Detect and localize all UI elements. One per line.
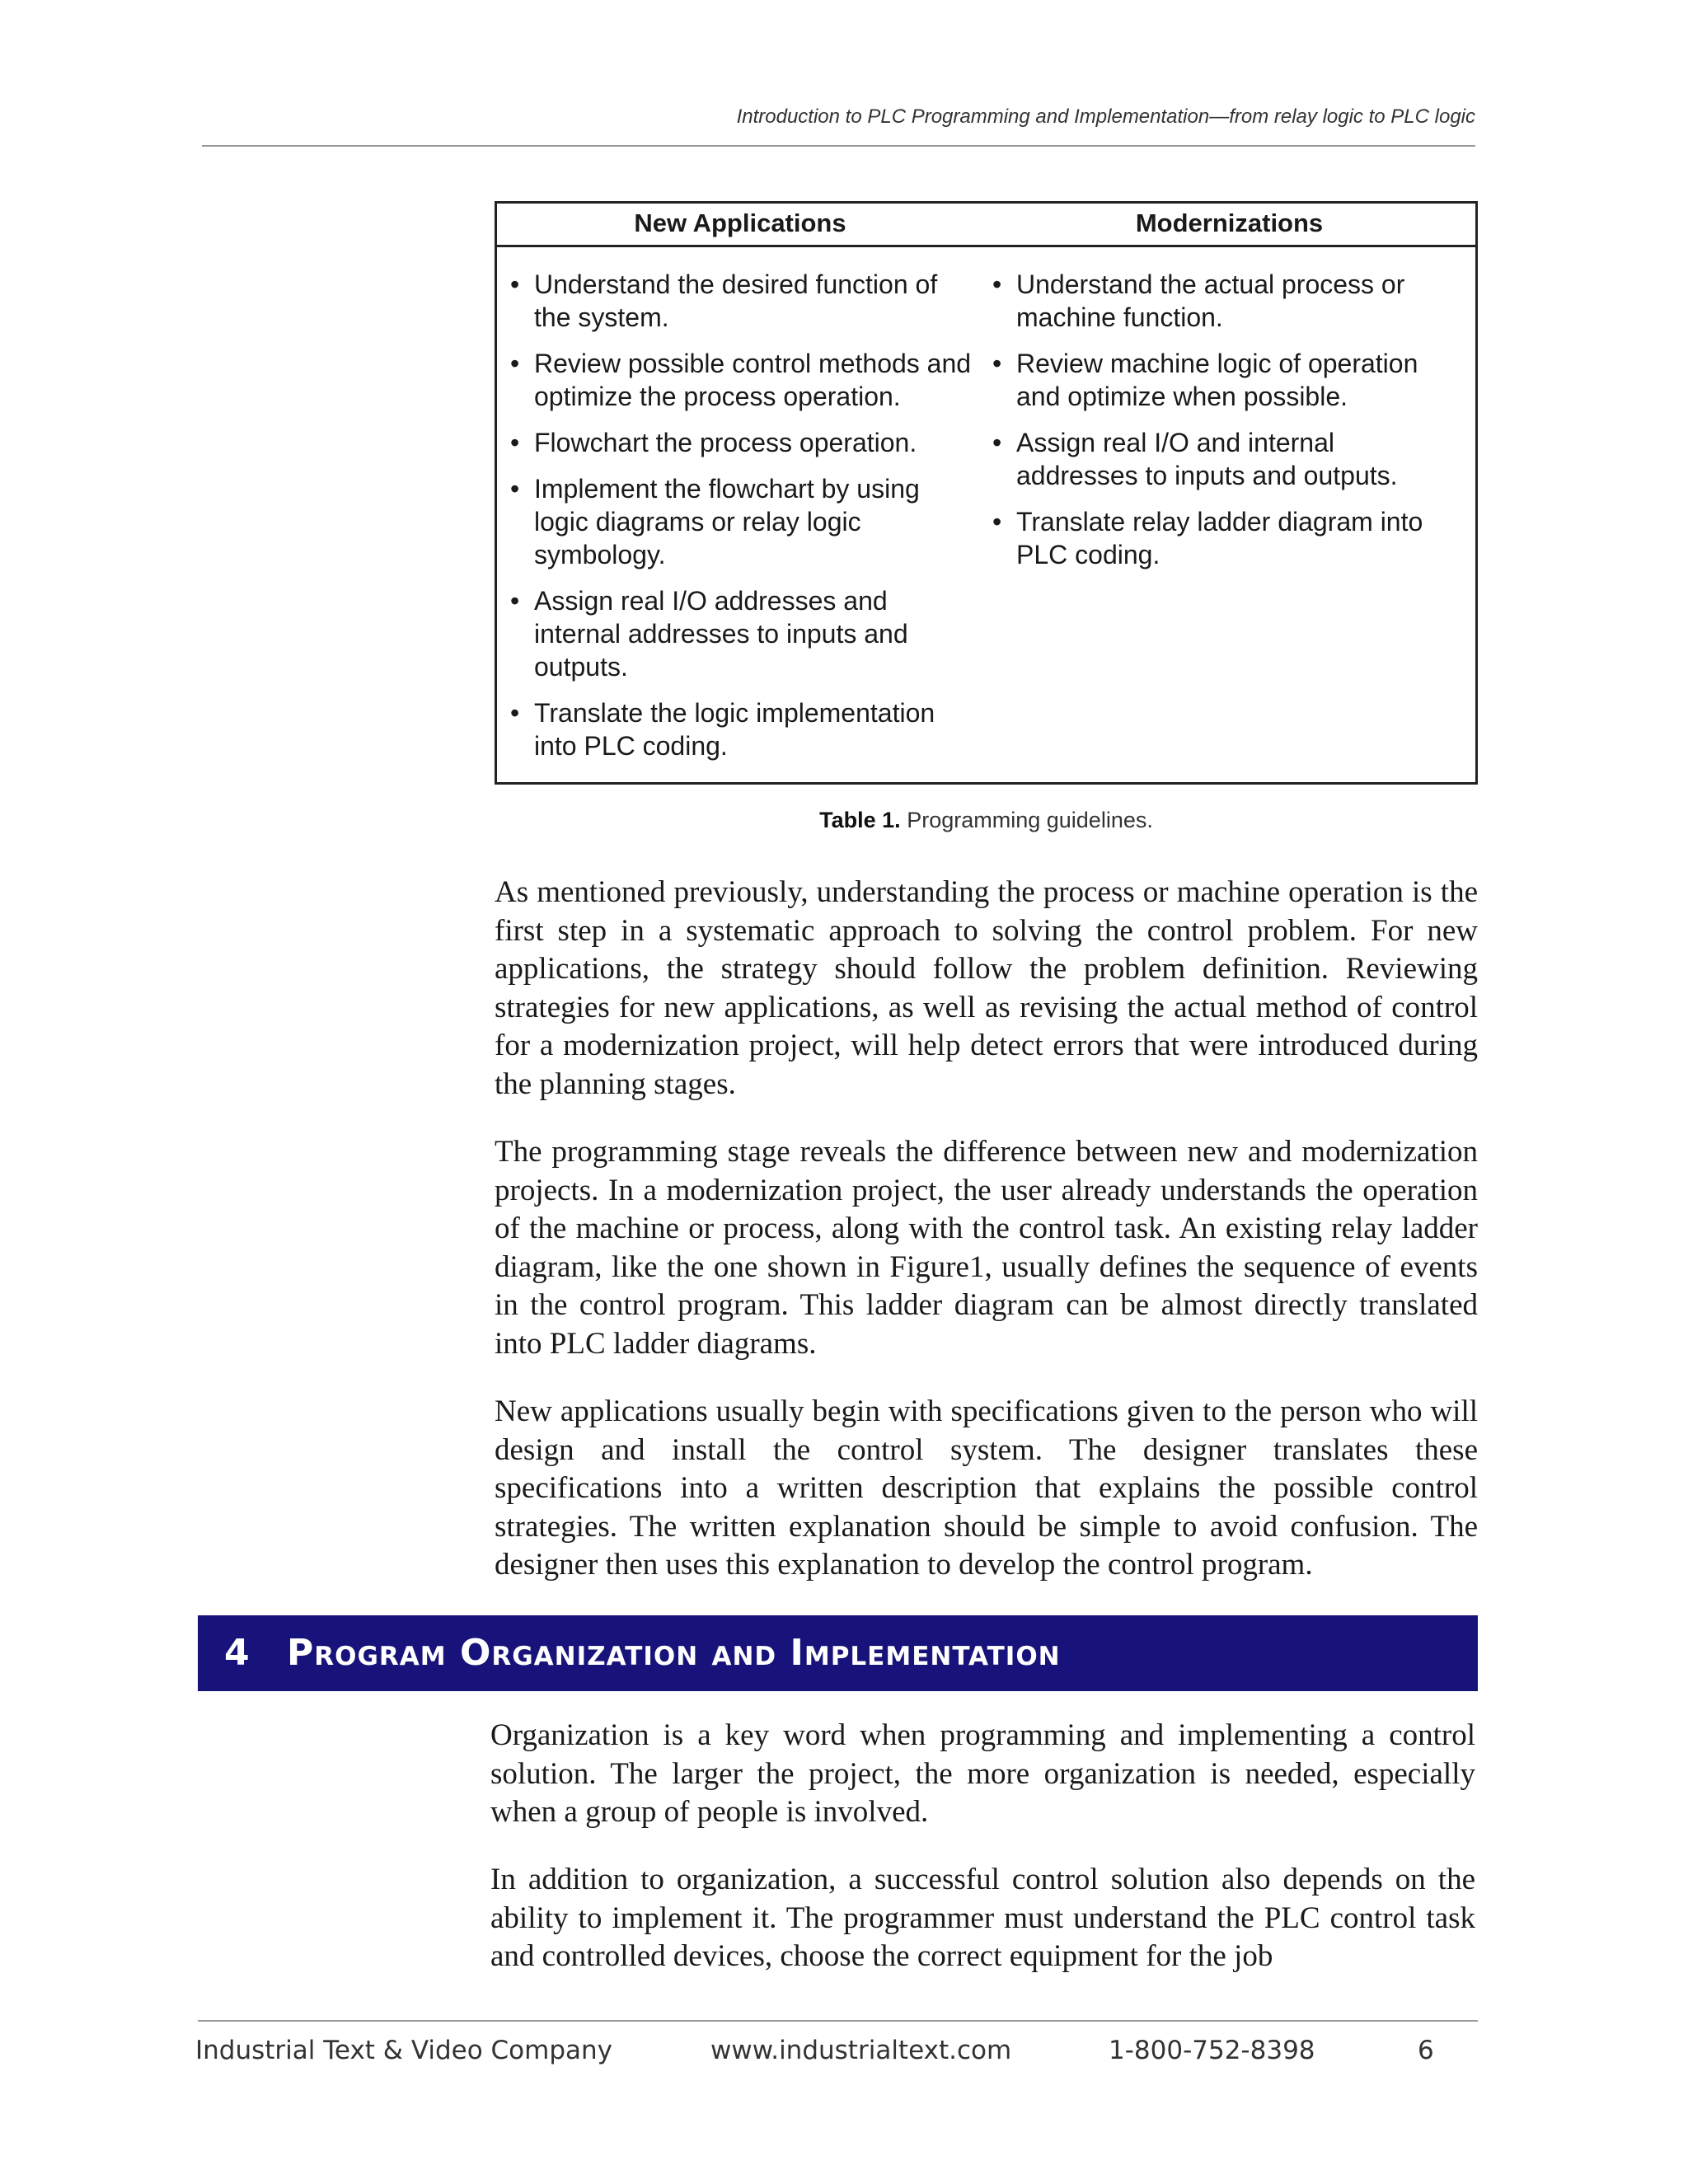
bullet-icon: • (510, 474, 520, 504)
list-item: • Translate relay ladder diagram into PLC coding. (992, 507, 1423, 569)
list-item: • Assign real I/O and internal addresses to inputs and outputs. (992, 428, 1398, 490)
list-item: • Understand the actual process or machine function. (992, 269, 1405, 332)
list-item: • Flowchart the process operation. (510, 428, 917, 457)
list-item: • Review machine logic of operation and optimize when possible. (992, 349, 1418, 411)
body-paragraph: In addition to organization, a successful control solution also depends on the ability to implement it. The programmer must understand the PLC control task and controlled devices, choose the correct equipment for the job (490, 1863, 1475, 1973)
bullet-icon: • (510, 698, 520, 728)
bullet-icon: • (992, 428, 1002, 457)
table-caption-text: Programming guidelines. (907, 808, 1153, 832)
section-number: 4 (224, 1632, 251, 1674)
modernizations-list (989, 268, 1463, 584)
bullet-icon: • (510, 428, 520, 457)
bullet-icon: • (992, 507, 1002, 537)
programming-guidelines-table (495, 201, 1478, 785)
body-paragraph: The programming stage reveals the difference between new and modernization projects. In a modernization project, the user already understands the operation of the machine or process, along with the control task. An existing relay ladder diagram, like the one shown in Figure1, usually defines the sequence of events in the control program. This ladder diagram can be almost directly translated into PLC ladder diagrams. (495, 1135, 1478, 1361)
list-item: • Implement the flowchart by using logic diagrams or relay logic symbology. (510, 474, 920, 569)
bullet-icon: • (992, 269, 1002, 299)
bullet-icon: • (510, 586, 520, 616)
table-caption (495, 808, 1478, 833)
new-applications-list (507, 268, 981, 776)
table-header-row (497, 204, 1475, 247)
bullet-icon: • (510, 269, 520, 299)
header-rule (202, 145, 1475, 147)
body-paragraph: As mentioned previously, understanding the process or machine operation is the first step in a systematic approach to solving the control problem. For new applications, the strategy should follow the problem definition. Reviewing strategies for new applications, as well as revising the actual method of control for a modernization project, will help detect errors that were introduced during the planning stages. (495, 875, 1478, 1101)
footer-phone: 1-800-752-8398 (1109, 2036, 1315, 2065)
section-heading-bar (198, 1615, 1478, 1691)
bullet-icon: • (510, 349, 520, 378)
body-paragraph: New applications usually begin with specifications given to the person who will design and install the control system. The designer translates these specifications into a written description that explains the possible control strategies. The written explanation should be simple to avoid confusion. The designer then uses this explanation to develop the control program. (495, 1394, 1478, 1582)
running-header: Introduction to PLC Programming and Implementation—from relay logic to PLC logic (736, 105, 1475, 128)
list-item: • Translate the logic implementation into PLC coding. (510, 698, 935, 761)
body-paragraph: Organization is a key word when programming and implementing a control solution. The larger the project, the more organization is needed, especially when a group of people is involved. (490, 1718, 1475, 1829)
column-header-new-applications: New Applications (634, 209, 846, 237)
table-caption-label: Table 1. (819, 808, 901, 832)
footer-url: www.industrialtext.com (710, 2036, 1012, 2065)
footer-company: Industrial Text & Video Company (195, 2036, 613, 2065)
page-number: 6 (1418, 2036, 1434, 2065)
footer-rule (198, 2020, 1478, 2022)
bullet-icon: • (992, 349, 1002, 378)
list-item: • Assign real I/O addresses and internal addresses to inputs and outputs. (510, 586, 908, 682)
list-item: • Review possible control methods and optimize the process operation. (510, 349, 972, 411)
section-title: Program Organization and Implementation (287, 1632, 1061, 1674)
column-header-modernizations: Modernizations (1135, 209, 1324, 237)
list-item: • Understand the desired function of the system. (510, 269, 938, 332)
